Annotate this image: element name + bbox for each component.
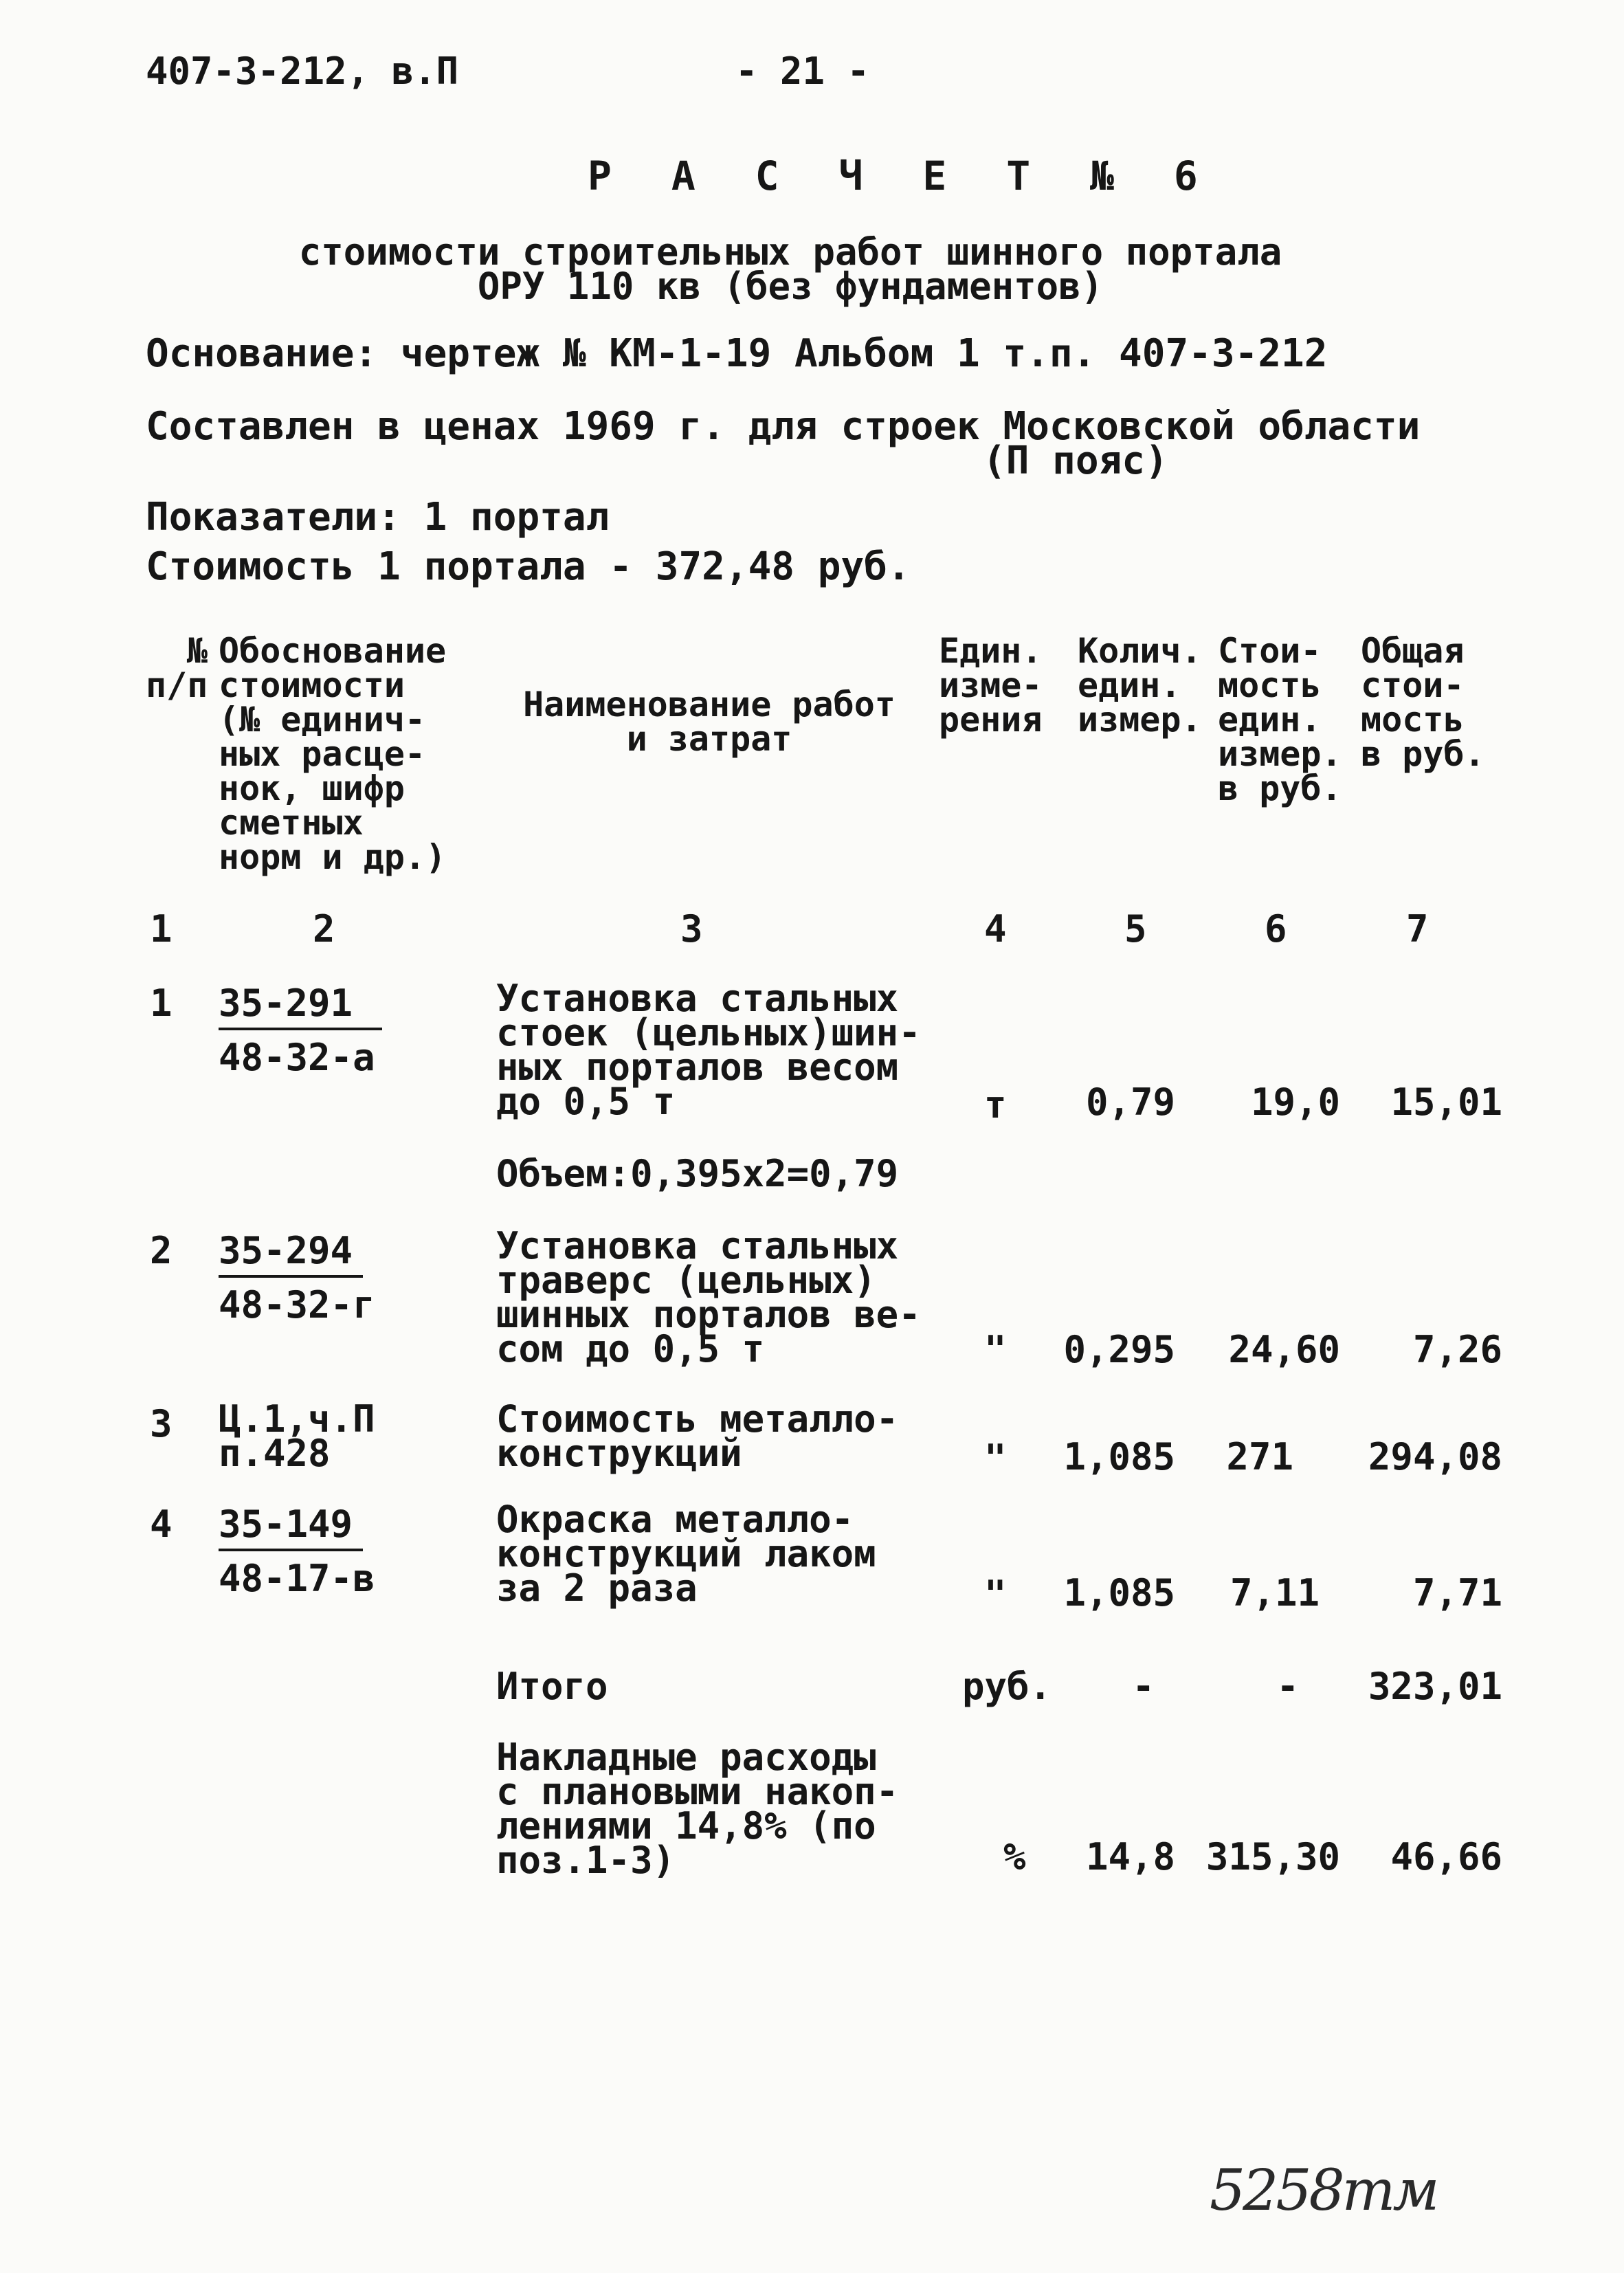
header-col-2: Обоснование стоимости (№ единич- ных расце- нок, шифр сметных норм и др.) [219,631,447,877]
row-2-name: Установка стальных траверс (цельных) шинных порталов ве- сом до 0,5 т [496,1224,921,1371]
overhead-rate: 14,8 [1085,1835,1175,1878]
row-1-unit: т [984,1083,1007,1127]
total-unit: руб. [962,1665,1052,1708]
row-1-code-top: 35-291 [219,982,382,1030]
overhead-base: 315,30 [1205,1835,1340,1878]
row-3-price: 271 [1226,1435,1293,1478]
row-1-volume-note: Объем:0,395х2=0,79 [496,1152,899,1195]
header-col-3: Наименование работ и затрат [523,685,896,759]
subtitle-line-2: ОРУ 110 кв (без фундаментов) [477,265,1104,308]
row-2-unit: " [984,1328,1007,1371]
col-number-6: 6 [1265,907,1287,951]
row-3-total: 294,08 [1368,1435,1502,1478]
row-1-code-bottom: 48-32-а [219,1036,375,1079]
header-col-6: Стои- мость един. измер. в руб. [1218,631,1342,808]
header-col-5: Колич. един. измер. [1078,631,1202,740]
row-2-code-bottom: 48-32-г [219,1283,375,1327]
col-number-2: 2 [313,907,335,951]
row-1-code [219,982,382,1079]
total-label: Итого [496,1665,608,1708]
col-number-7: 7 [1406,907,1429,951]
document-code: 407-3-212, в.П [146,49,459,93]
basis-line: Основание: чертеж № КМ-1-19 Альбом 1 т.п. 407-3-212 [146,331,1328,376]
row-3-code: Ц.1,ч.П п.428 [219,1397,375,1475]
cost-line: Стоимость 1 портала - 372,48 руб. [146,544,911,589]
row-4-number: 4 [150,1503,173,1546]
indicators-line: Показатели: 1 портал [146,495,610,540]
row-4-total: 7,71 [1412,1571,1502,1615]
prices-zone: (П пояс) [983,439,1168,483]
page-title: Р А С Ч Е Т № 6 [588,153,1216,199]
row-3-name: Стоимость металло- конструкций [496,1397,899,1475]
row-1-total: 15,01 [1390,1080,1502,1124]
row-4-price: 7,11 [1230,1571,1320,1615]
row-3-number: 3 [150,1402,173,1445]
row-1-name: Установка стальных стоек (цельных)шин- ных порталов весом до 0,5 т [496,977,921,1123]
total-qty: - [1132,1665,1155,1708]
total-price: - [1276,1665,1299,1708]
row-4-name: Окраска металло- конструкций лаком за 2 раза [496,1498,876,1610]
overhead-unit: % [1003,1835,1026,1878]
row-2-number: 2 [150,1229,173,1272]
row-3-unit: " [984,1437,1007,1480]
col-number-4: 4 [984,907,1007,951]
col-number-5: 5 [1124,907,1147,951]
header-col-1: № п/п [146,631,208,705]
row-2-qty: 0,295 [1063,1328,1175,1371]
overhead-label: Накладные расходы с плановыми накоп- лениями 14,8% (по поз.1-3) [496,1736,899,1882]
row-2-code [219,1229,375,1327]
subtitle-line-1: стоимости строительных работ шинного портала [298,230,1282,274]
row-1-price: 19,0 [1250,1080,1340,1124]
page-number: - 21 - [735,49,870,93]
row-2-total: 7,26 [1412,1328,1502,1371]
row-4-unit: " [984,1573,1007,1616]
row-1-number: 1 [150,982,173,1025]
header-col-4: Един. изме- рения [939,631,1043,740]
row-2-code-top: 35-294 [219,1229,363,1278]
row-2-price: 24,60 [1228,1328,1340,1371]
row-4-qty: 1,085 [1063,1571,1175,1615]
row-1-qty: 0,79 [1085,1080,1175,1124]
row-4-code-top: 35-149 [219,1503,363,1551]
row-3-qty: 1,085 [1063,1435,1175,1478]
overhead-amount: 46,66 [1390,1835,1502,1878]
header-col-7: Общая стои- мость в руб. [1361,631,1485,774]
row-4-code-bottom: 48-17-в [219,1557,375,1600]
handwritten-signature: 5258тм [1210,2158,1437,2224]
prices-line: Составлен в ценах 1969 г. для строек Московской области [146,404,1421,449]
col-number-3: 3 [680,907,703,951]
col-number-1: 1 [150,907,173,951]
row-4-code [219,1503,375,1600]
total-amount: 323,01 [1368,1665,1502,1708]
